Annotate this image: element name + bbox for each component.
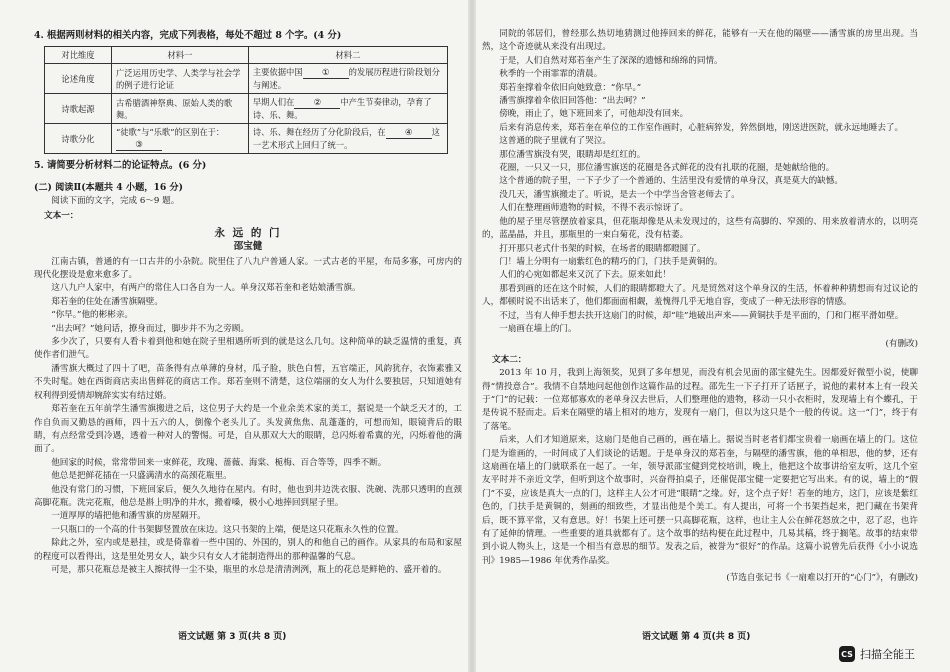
paragraph: “你早。”他的彬彬亲。 <box>51 310 134 321</box>
table-row <box>45 64 448 94</box>
paragraph: 这八九户人家中，有两户的常住人口各自为一人。单身汉郑若奎和老姑娘潘雪旗。 <box>51 283 361 294</box>
page-4 <box>482 28 918 586</box>
paragraph: 潘雪旗撑着伞依旧回答他：“出去呵？” <box>499 96 646 107</box>
paragraph: 人们在整理画师遗物的时候，不得不表示惊讶了。 <box>499 203 689 214</box>
table-header-cell: 材料二 <box>248 47 447 64</box>
table-row <box>45 94 448 124</box>
cell-text: 这一艺术形式上回归了统一。 <box>252 127 440 150</box>
edit-note: (有删改) <box>885 339 918 350</box>
paragraph: 多少次了，只要有人看卡着到他和她在院子里相遇所听到的就是这么几句。这种简单的缺乏温情的重复，真使作者们泄气。 <box>34 337 462 361</box>
paragraph: 同院的邻居们，曾经那么热切地猜测过他捧回来的鲜花，能够有一天在他的隔壁——潘雪旗的房里出现。当然，这个奇迹就从来没有出现过。 <box>482 29 918 53</box>
paragraph: 2013 年 10 月，我到上海领奖，见到了多年想见，而没有机会见面的邵宝健先生。因都爱好微型小说，使聊得“情投意合”。我情不自禁地问起他创作这篇作品的过程。邵先生一下子打开了话匣子，说他的素材本上有一段关于“门”的记载：一位郑郁寡欢的老单身汉去世后，人们整理他的遗物，移动一只小衣柜时，发现墙上有个蝶孔，于是传说不胫而走。后来在隔壁的墙上相对的地方，发现有一扇门，但以为这只是个一般的传说。这一“门”，终于有了落笔。 <box>482 368 918 432</box>
paragraph: 他的屋子里尽管摆放着家具，但花瓶却像是从未发现过的，这些有高脚的、窄颈的、用来放着清水的，以明亮的，蓝晶晶，并且，那瓶里的一束白菊花，没有枯萎。 <box>482 216 918 241</box>
cell-text: 早期人们在 <box>252 97 295 107</box>
paragraph: 后来有消息传来，郑若奎在单位的工作室作画时，心脏病猝发，猝然倒地，刚送进医院，就永远地睡去了。 <box>499 122 904 133</box>
camscanner-logo-icon: CS <box>839 646 855 662</box>
paragraph: 后来，人们才知道原来，这扇门是他自己画的，画在墙上。据说当时老者们都宝贵着一扇画在墙上的门。这位门是为谁画的，一时间成了人们谈论的话题。于是单身汉的郑若奎，与隔壁的潘雪旗，他的单相思，他的梦，还有这扇画在墙上的门就联系在一起了。一年，领导派邵宝健到党校培训，晚上，他把这个故事讲给室友听，这几个室友平时并不亲近文学，但听到这个故事时，兴奋得拍桌子，还催促邵宝健一定要把它写出来。有的说，墙上的“假门”不妥，应该是真大一点的门，这样主人公才可进“眼睛”之缘。好，这个点子好！若奎的地方，这门，应该是紫红色的，门扶手是黄铜的，刻画的细致些，才显出他是个美工。有人提出，可将一个书架挡起来，把门藏在书架背后，既不算平常，又有意思。好！书架上还可摆一只高脚花瓶，这样，也让主人公在鲜花怒放之中，忍了忍，也许有了延伸的情理。一些重要的道具就都有了。这个故事的结构便在此过程中，几易其稿，终于搁笔。故事的结束带到小说人物头上，这是一个相当有意思的细节。发表之后，被誉为“很好”的作品。这篇小说曾先后获得《小小说选刊》1985—1986 年优秀作品奖。 <box>482 435 918 566</box>
cell-text: “徒歌”与“乐歌”的区别在于： <box>116 127 225 137</box>
answer-blank-4: ④ <box>386 126 432 139</box>
table-header-cell: 材料一 <box>112 47 249 64</box>
answer-blank-2: ② <box>294 96 340 109</box>
paragraph: 没几天，潘雪旗搬走了。听说，是去一个中学当舍管老师去了。 <box>499 189 740 200</box>
story-author: 邵宝健 <box>233 241 263 253</box>
source-note: (节选自张记书《一扇难以打开的“心门”》，有删改) <box>726 573 918 584</box>
paragraph: 于是，人们自然对郑若奎产生了深深的遗憾和绵绵的同情。 <box>499 55 723 66</box>
table-header-cell: 对比维度 <box>45 47 112 64</box>
comparison-table <box>44 46 448 154</box>
page-footer-left: 语文试题 第 3 页(共 8 页) <box>178 632 287 642</box>
table-cell: 诗歌起源 <box>45 94 112 124</box>
question-5: 5. 请简要分析材料二的论证特点。(6 分) <box>34 160 207 171</box>
text2-label: 文本二： <box>492 354 527 365</box>
watermark-text: 扫描全能王 <box>860 648 915 661</box>
table-cell <box>248 64 447 94</box>
text1-label: 文本一： <box>44 211 79 222</box>
paragraph: 除此之外，室内或是悬挂，或是倚靠着一些中国的、外国的，别人的和他自己的画作。从家具的布局和家屋的程度可以看得出，这是里处男女人，缺少只有女人才能制造得出的那种温馨的气息。 <box>34 538 462 562</box>
paragraph: 打开那只老式什书架的时候，在场者的眼睛都瞪圆了。 <box>499 243 706 254</box>
page-3 <box>34 28 462 577</box>
table-cell: 古希腊酒神祭典、原始人类的歌舞。 <box>112 94 249 124</box>
cell-text: 主要依据中国 <box>252 67 303 77</box>
question-4: 4. 根据两则材料的相关内容，完成下列表格，每处不超过 8 个字。(4 分) <box>34 30 342 41</box>
answer-blank-1: ① <box>303 66 349 79</box>
section-heading: (二) 阅读Ⅱ(本题共 4 小题，16 分) <box>34 182 183 193</box>
paragraph: 这个普通的院子里，一下子少了一个普通的、生活里没有爱情的单身汉，真是莫大的缺憾。 <box>499 176 843 187</box>
cell-text: 中产生节奏律动，孕育了诗、乐、舞。 <box>252 97 432 120</box>
paragraph: 可是，那只花瓶总是被主人擦拭得一尘不染，瓶里的水总是清清洌洌，瓶上的花总是鲜艳的、盛开着的。 <box>51 564 447 575</box>
page-fold <box>468 0 476 672</box>
paragraph: 郑若奎的住处在潘雪旗隔壁。 <box>51 296 163 307</box>
paragraph: 郑若奎撑着伞依旧向她致意：“你早。” <box>499 82 642 93</box>
paragraph: 门！墙上分明有一扇紫红色的精巧的门，门扶手是黄铜的。 <box>499 256 723 267</box>
table-cell: 诗歌分化 <box>45 124 112 154</box>
paragraph: 傍晚，雨止了，她下班回来了，可他却没有回来。 <box>499 109 689 120</box>
instruction: 阅读下面的文字，完成 6～9 题。 <box>51 196 180 206</box>
table-cell <box>248 124 447 154</box>
table-cell: 论述角度 <box>45 64 112 94</box>
paragraph: 秋季的一个雨霏霏的清晨。 <box>499 69 603 80</box>
paragraph: 江南古镇，普通的有一口古井的小杂院。院里住了八九户普通人家。一式古老的平屋，布局多寡，可房内的现代化摆设是愈来愈多了。 <box>34 256 462 281</box>
paragraph: 他没有常门的习惯，下班回家后，便久久地待在屋内。有时，他也到井边洗衣服、洗碗、洗那只透明的直颈高脚花瓶。洗完花瓶，他总是斟上明净的井水，搬着嗓，极小心地捧回到屋子里。 <box>34 484 462 508</box>
page-footer-right: 语文试题 第 4 页(共 8 页) <box>642 632 751 642</box>
scanner-watermark <box>839 646 915 662</box>
cell-text: 诗、乐、舞在经历了分化阶段后，在 <box>252 127 386 137</box>
paragraph: “出去呵？”她问话，撩身而过，脚步并不为之旁顾。 <box>51 323 250 334</box>
paragraph: 一只瓶口的一个高的什书架脚竖置放在床边。这只书架的上端，便是这只花瓶永久性的位置。 <box>51 524 404 535</box>
paragraph: 人们的心宛如都起来又沉了下去。原来如此！ <box>499 270 672 281</box>
table-header-row <box>45 47 448 64</box>
paragraph: 那看到画的还在这个时候，人们的眼睛都瞪大了。凡是贸然对这个单身汉的生活，怀着种种猜想而有过议论的人，都顿时说不出话来了，他们都面面相觑，羞愧得几乎无地自容，变成了一种无法形容的情感。 <box>482 283 918 308</box>
story-title: 永 远 的 门 <box>214 226 282 239</box>
table-cell: 广泛运用历史学、人类学与社会学的例子进行论证 <box>112 64 249 94</box>
paragraph: 一扇画在墙上的门。 <box>499 323 577 334</box>
cell-text: 的发展历程进行阶段划分与阐述。 <box>252 67 440 90</box>
paragraph: 那位潘雪旗没有哭，眼睛却是红红的。 <box>499 149 646 160</box>
paragraph: 花圈，一只又一只，那位潘雪旗送的花圈是各式鲜花的没有扎联的花圈，是她献给他的。 <box>499 163 835 174</box>
table-cell <box>248 94 447 124</box>
table-cell <box>112 124 249 154</box>
paragraph: 不过，当有人伸手想去扶开这扇门的时候，却“哇”地破出声来——黄铜扶手是平面的，门和门框平滑如壁。 <box>499 310 904 321</box>
answer-blank-3: ③ <box>116 138 162 151</box>
paragraph: 他总是把鲜花插在一只盛满清水的高颈花瓶里。 <box>51 471 232 482</box>
paragraph: 他回家的时候，常常带回来一束鲜花，玫瑰、蔷薇、海棠、栀梅、百合等等，四季不断。 <box>51 457 387 468</box>
table-row <box>45 124 448 154</box>
paragraph: 潘雪旗大概过了四十了吧，苗条得有点单薄的身材，瓜子脸，肤色白皙，五官端正，风韵犹存，衣饰素雅又不失时髦。她在西街商店卖出售鲜花的商店工作。郑若奎则不清楚，这位端丽的女人为什么要独居，只知道她有权利得到爱情却婉辞实实有结过婚。 <box>34 363 462 401</box>
paragraph: 这普通的院子里就有了哭泣。 <box>499 136 611 147</box>
paragraph: 一道厚厚的墙把他和潘雪旗的房屋隔开。 <box>51 511 206 522</box>
paragraph: 郑若奎在五年前学生潘雪旗搬进之后，这位男子大约是一个业余美术家的美工，据说是一个缺乏天才的，工作自负而又勤恳的画师，四十五六的人，倒像个老头儿了。头发黄焦焦、乱蓬蓬的，可想而知，眼镜背后的眼睛，有点经常受到冷遇，透着一种对人的警惕。可是，自从那双大大的眼睛，总闪烁着希冀的光，闪烁着他的满面了。 <box>34 404 462 455</box>
